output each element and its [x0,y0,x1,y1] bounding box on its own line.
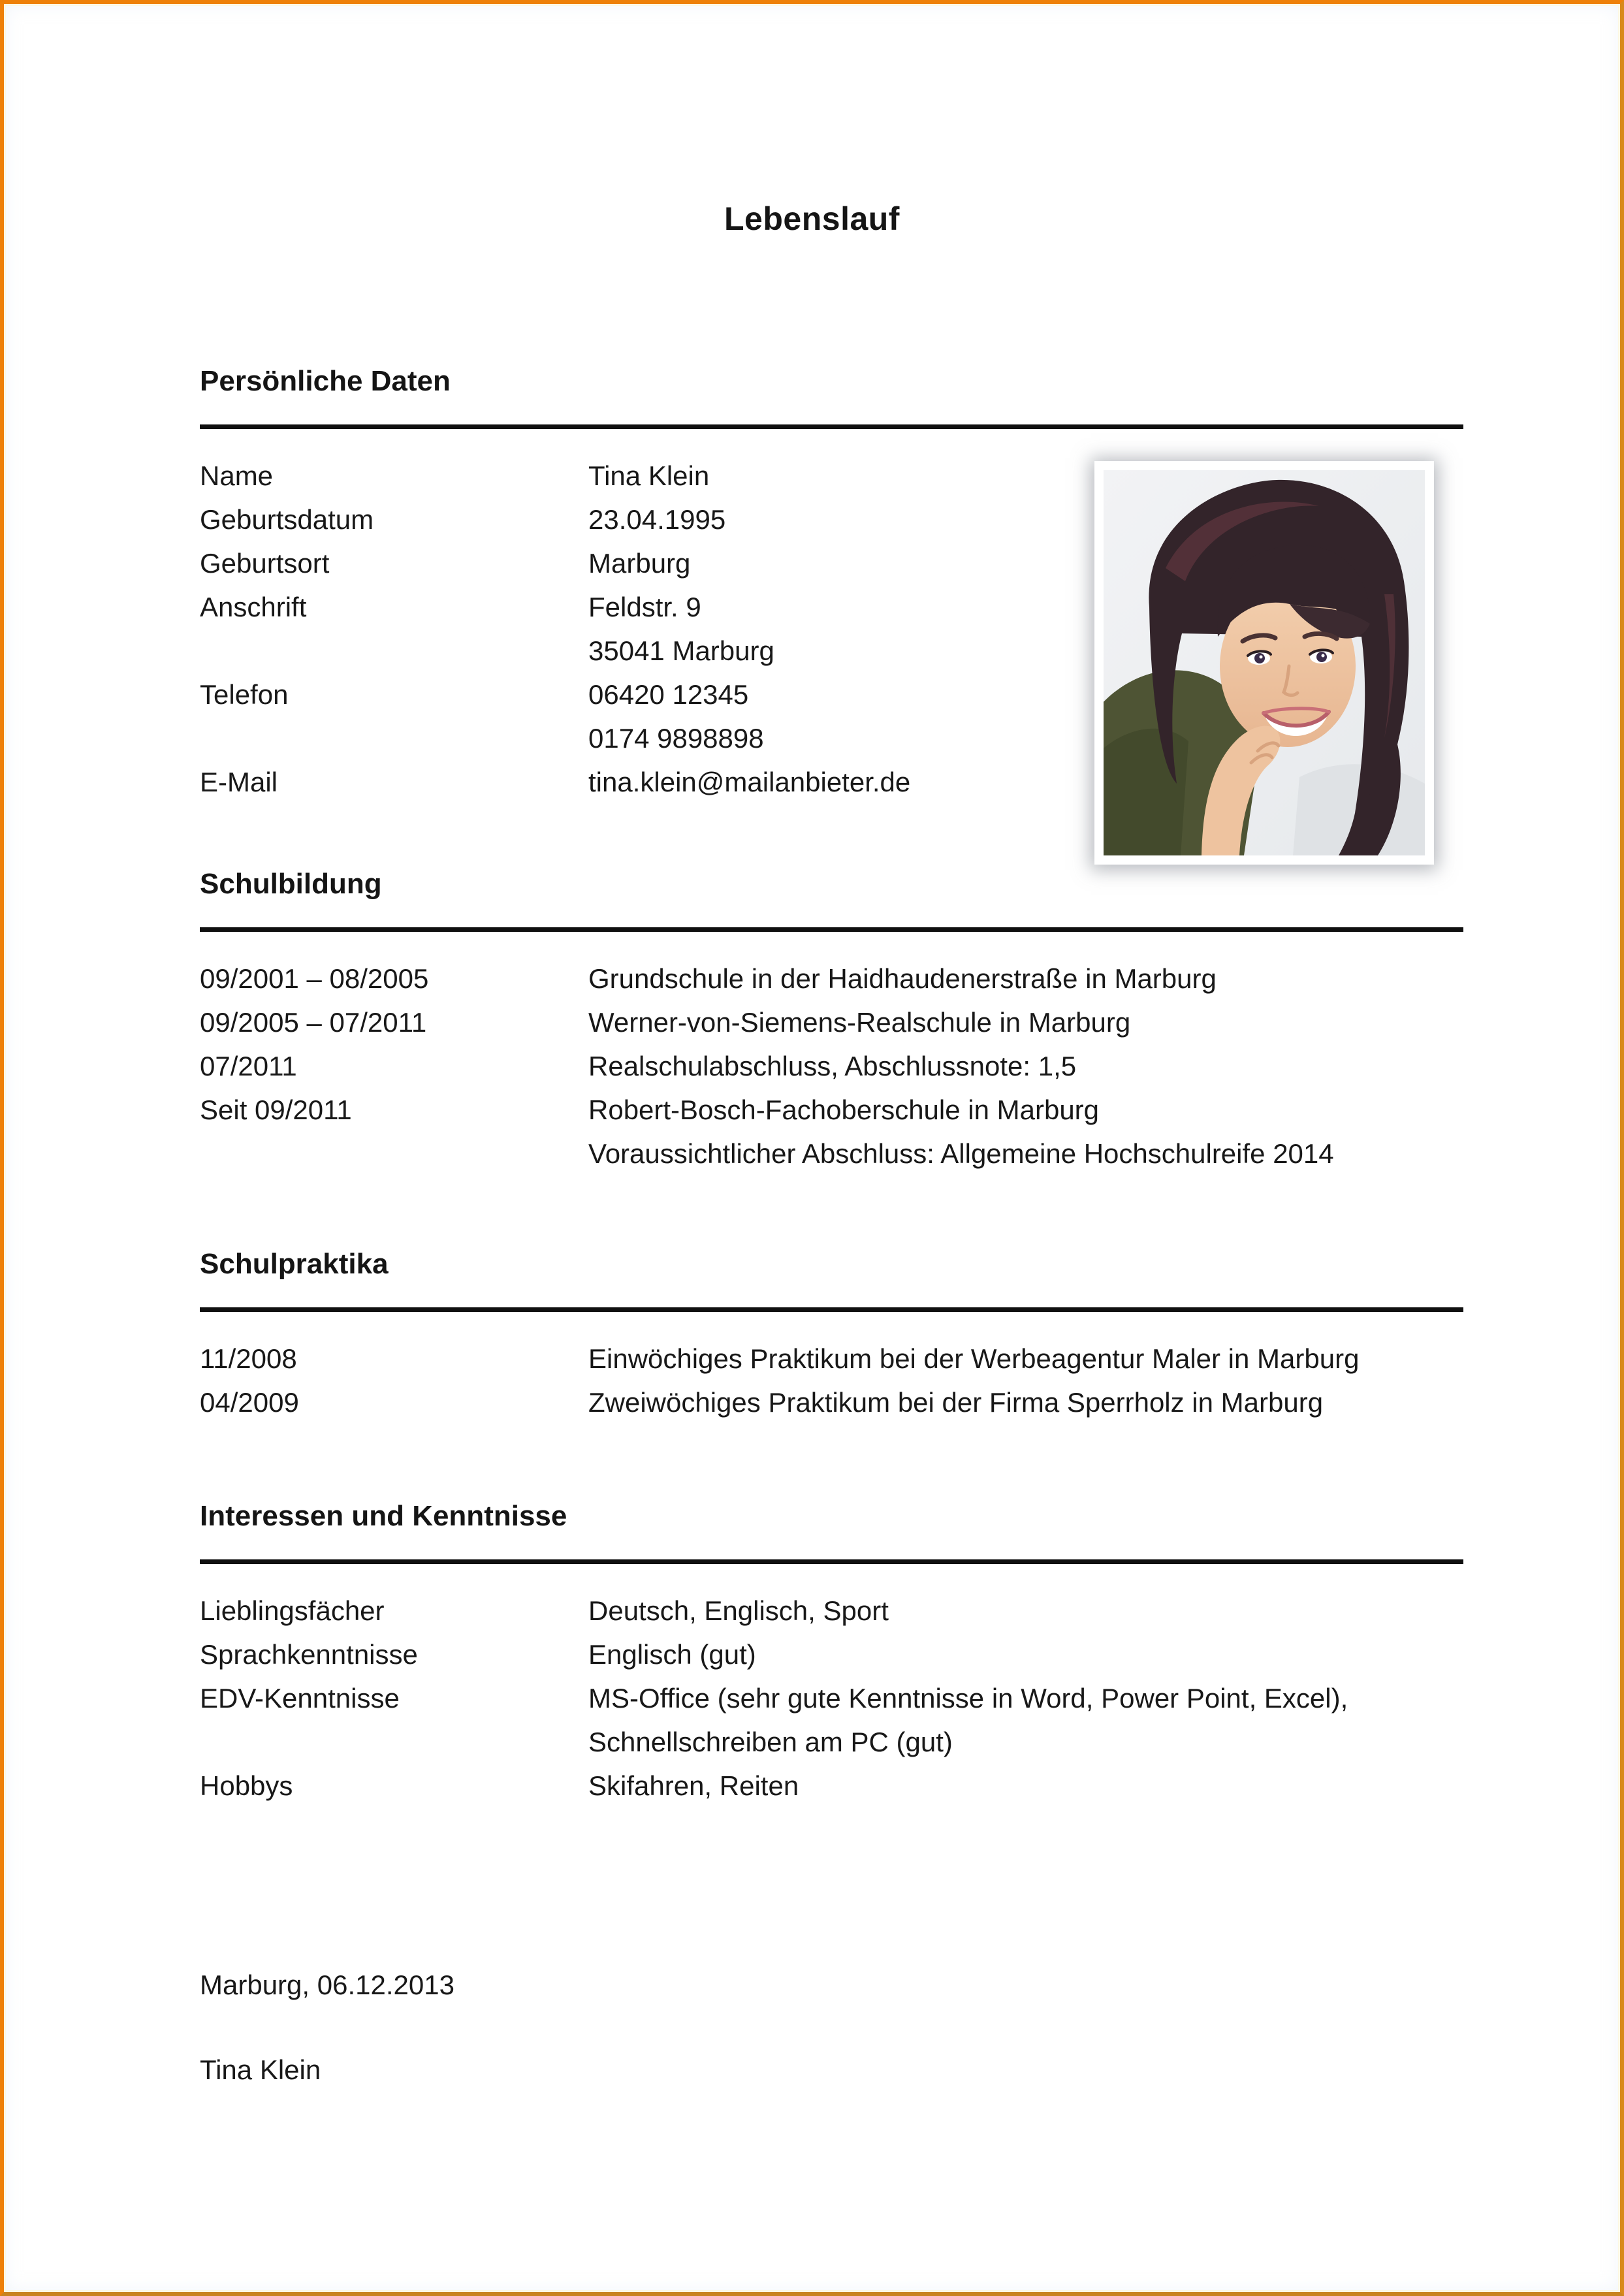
row-value: Deutsch, Englisch, Sport [588,1595,889,1626]
table-row [200,1337,1463,1380]
row-label: Geburtsdatum [200,504,374,535]
page-title: Lebenslauf [724,200,900,237]
row-value: Grundschule in der Haidhaudenerstraße in Marburg [588,963,1217,994]
section-schulbildung [200,865,1463,1175]
section-heading: Persönliche Daten [200,365,451,397]
row-value: Realschulabschluss, Abschlussnote: 1,5 [588,1051,1077,1081]
photo-frame [1094,461,1434,865]
row-value: Schnellschreiben am PC (gut) [588,1727,953,1757]
table-row [200,1132,1463,1175]
row-value: Skifahren, Reiten [588,1770,799,1801]
row-label: E-Mail [200,767,278,797]
row-value: Zweiwöchiges Praktikum bei der Firma Sperrholz in Marburg [588,1387,1324,1418]
table-row [200,1380,1463,1424]
table-row [200,1044,1463,1088]
section-rows [200,957,1463,1175]
row-value: Marburg [588,548,691,579]
row-value: 35041 Marburg [588,635,774,666]
row-label: 07/2011 [200,1051,297,1081]
row-label: 09/2001 – 08/2005 [200,963,429,994]
row-label: Hobbys [200,1770,293,1801]
row-label: EDV-Kenntnisse [200,1683,400,1714]
table-row [200,957,1463,1000]
section-heading: Schulbildung [200,868,382,900]
row-value: 23.04.1995 [588,504,726,535]
row-value: Feldstr. 9 [588,592,701,622]
row-value: tina.klein@mailanbieter.de [588,767,911,797]
row-value: 0174 9898898 [588,723,764,754]
row-label: 04/2009 [200,1387,299,1418]
table-row [200,1676,1463,1720]
section-heading: Interessen und Kenntnisse [200,1500,567,1532]
row-value: Werner-von-Siemens-Realschule in Marburg [588,1007,1131,1038]
table-row [200,1000,1463,1044]
section-rows [200,1337,1463,1424]
row-label: Geburtsort [200,548,330,579]
table-row [200,1088,1463,1132]
footer-signature: Tina Klein [200,2054,321,2085]
section-interessen-und-kenntnisse [200,1497,1463,1808]
row-label: Lieblingsfächer [200,1595,385,1626]
row-label: Anschrift [200,592,307,622]
row-label: Seit 09/2011 [200,1094,352,1125]
row-label: Sprachkenntnisse [200,1639,418,1670]
section-divider [200,1307,1463,1312]
row-value: Tina Klein [588,460,710,491]
row-value: Einwöchiges Praktikum bei der Werbeagentur Maler in Marburg [588,1343,1360,1374]
section-divider [200,424,1463,429]
row-label: Telefon [200,679,289,710]
row-label: 09/2005 – 07/2011 [200,1007,427,1038]
row-value: Englisch (gut) [588,1639,756,1670]
table-row [200,1633,1463,1676]
row-value: 06420 12345 [588,679,749,710]
section-schulpraktika [200,1245,1463,1424]
applicant-portrait-photo [1104,470,1425,855]
table-row [200,1720,1463,1764]
row-label: 11/2008 [200,1343,297,1374]
row-label: Name [200,460,274,491]
row-value: Voraussichtlicher Abschluss: Allgemeine Hochschulreife 2014 [588,1138,1334,1169]
table-row [200,1764,1463,1808]
section-heading: Schulpraktika [200,1248,389,1280]
section-rows [200,1589,1463,1808]
section-divider [200,1559,1463,1564]
section-divider [200,927,1463,932]
row-value: MS-Office (sehr gute Kenntnisse in Word, Power Point, Excel), [588,1683,1348,1714]
footer-place-date: Marburg, 06.12.2013 [200,1969,454,2000]
table-row [200,1589,1463,1633]
row-value: Robert-Bosch-Fachoberschule in Marburg [588,1094,1100,1125]
